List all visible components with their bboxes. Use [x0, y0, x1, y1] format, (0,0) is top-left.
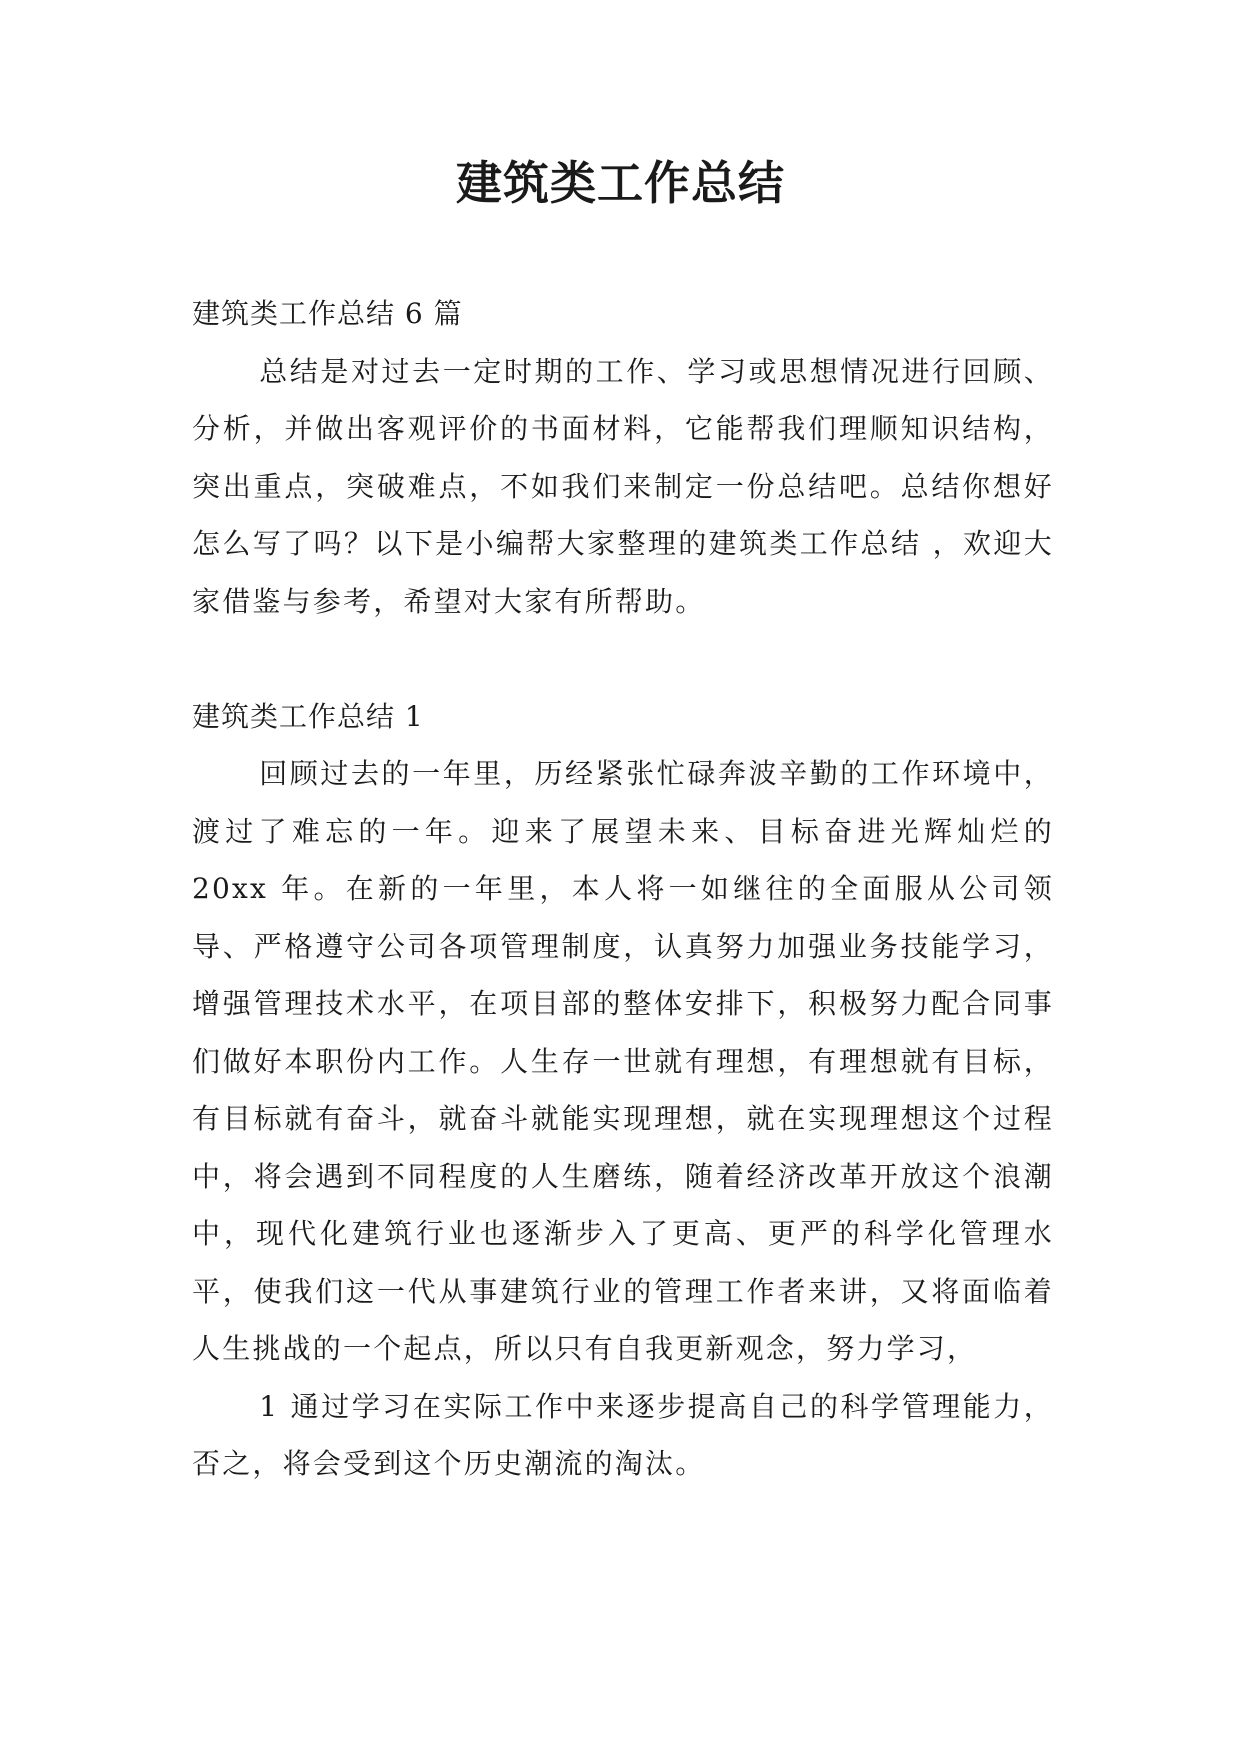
body-paragraph: 回顾过去的一年里，历经紧张忙碌奔波辛勤的工作环境中，渡过了难忘的一年。迎来了展望未来、目标奋进光辉灿烂的 20xx 年。在新的一年里，本人将一如继往的全面服从公司领导、严格遵守公司各项管理制度，认真努力加强业务技能学习，增强管理技术水平，在项目部的整体安排下，积极努力配合同事们做好本职份内工作。人生存一世就有理想，有理想就有目标，有目标就有奋斗，就奋斗就能实现理想，就在实现理想这个过程中，将会遇到不同程度的人生磨练，随着经济改革开放这个浪潮中，现代化建筑行业也逐渐步入了更高、更严的科学化管理水平，使我们这一代从事建筑行业的管理工作者来讲，又将面临着人生挑战的一个起点，所以只有自我更新观念，努力学习，: [192, 757, 1054, 1365]
section-summary-1: [192, 688, 1054, 1493]
section-heading: 建筑类工作总结 1: [192, 699, 424, 733]
section-intro: [192, 285, 1054, 630]
body-paragraph: 1 通过学习在实际工作中来逐步提高自己的科学管理能力，否之，将会受到这个历史潮流的淘汰。: [192, 1389, 1054, 1480]
section-spacer: [192, 630, 1054, 688]
section-heading: 建筑类工作总结 6 篇: [192, 297, 463, 330]
document-title: 建筑类工作总结: [456, 156, 785, 210]
document-body: [192, 285, 1054, 1493]
body-paragraph: 总结是对过去一定时期的工作、学习或思想情况进行回顾、分析，并做出客观评价的书面材料，它能帮我们理顺知识结构，突出重点，突破难点，不如我们来制定一份总结吧。总结你想好怎么写了吗？以下是小编帮大家整理的建筑类工作总结 ，欢迎大家借鉴与参考，希望对大家有所帮助。: [192, 354, 1054, 618]
